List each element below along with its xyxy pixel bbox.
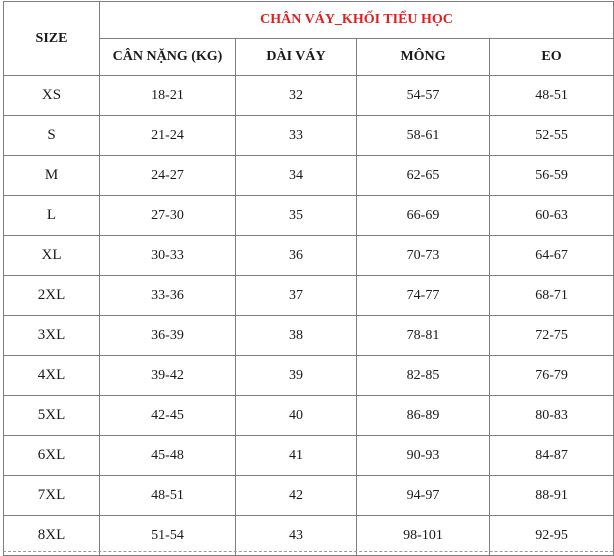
length-cell: 43 [236,516,357,556]
length-cell: 41 [236,436,357,476]
length-cell: 37 [236,276,357,316]
hip-cell: 74-77 [357,276,490,316]
size-cell: 5XL [4,396,100,436]
length-cell: 32 [236,76,357,116]
weight-column-header: CÂN NẶNG (KG) [100,39,236,76]
weight-cell: 36-39 [100,316,236,356]
hip-cell: 54-57 [357,76,490,116]
size-cell: 6XL [4,436,100,476]
length-column-header: DÀI VÁY [236,39,357,76]
hip-cell: 90-93 [357,436,490,476]
length-cell: 40 [236,396,357,436]
weight-cell: 24-27 [100,156,236,196]
waist-cell: 72-75 [490,316,614,356]
hip-cell: 82-85 [357,356,490,396]
size-cell: L [4,196,100,236]
table-row [4,156,614,196]
table-row [4,236,614,276]
hip-column-header: MÔNG [357,39,490,76]
weight-cell: 48-51 [100,476,236,516]
waist-cell: 48-51 [490,76,614,116]
waist-cell: 84-87 [490,436,614,476]
size-cell: 4XL [4,356,100,396]
size-cell: 7XL [4,476,100,516]
weight-cell: 27-30 [100,196,236,236]
length-cell: 35 [236,196,357,236]
weight-cell: 39-42 [100,356,236,396]
hip-cell: 66-69 [357,196,490,236]
size-cell: 8XL [4,516,100,556]
size-cell: 2XL [4,276,100,316]
table-row [4,356,614,396]
table-row [4,276,614,316]
size-chart-table [3,1,614,556]
length-cell: 39 [236,356,357,396]
hip-cell: 62-65 [357,156,490,196]
page-divider [3,551,613,552]
hip-cell: 70-73 [357,236,490,276]
waist-cell: 60-63 [490,196,614,236]
table-row [4,516,614,556]
waist-cell: 76-79 [490,356,614,396]
size-cell: 3XL [4,316,100,356]
waist-cell: 56-59 [490,156,614,196]
waist-cell: 68-71 [490,276,614,316]
size-cell: XS [4,76,100,116]
waist-cell: 64-67 [490,236,614,276]
weight-cell: 33-36 [100,276,236,316]
hip-cell: 94-97 [357,476,490,516]
weight-cell: 18-21 [100,76,236,116]
length-cell: 34 [236,156,357,196]
weight-cell: 21-24 [100,116,236,156]
length-cell: 33 [236,116,357,156]
waist-cell: 80-83 [490,396,614,436]
weight-cell: 51-54 [100,516,236,556]
size-cell: M [4,156,100,196]
size-cell: XL [4,236,100,276]
hip-cell: 58-61 [357,116,490,156]
weight-cell: 45-48 [100,436,236,476]
table-row [4,76,614,116]
waist-cell: 88-91 [490,476,614,516]
table-row [4,316,614,356]
table-row [4,116,614,156]
table-row [4,196,614,236]
size-cell: S [4,116,100,156]
weight-cell: 42-45 [100,396,236,436]
waist-cell: 92-95 [490,516,614,556]
waist-column-header: EO [490,39,614,76]
table-row [4,476,614,516]
length-cell: 38 [236,316,357,356]
hip-cell: 86-89 [357,396,490,436]
table-row [4,396,614,436]
hip-cell: 98-101 [357,516,490,556]
waist-cell: 52-55 [490,116,614,156]
length-cell: 42 [236,476,357,516]
length-cell: 36 [236,236,357,276]
weight-cell: 30-33 [100,236,236,276]
table-title: CHÂN VÁY_KHỐI TIỂU HỌC [100,2,614,39]
hip-cell: 78-81 [357,316,490,356]
size-column-header: SIZE [4,2,100,76]
table-row [4,436,614,476]
